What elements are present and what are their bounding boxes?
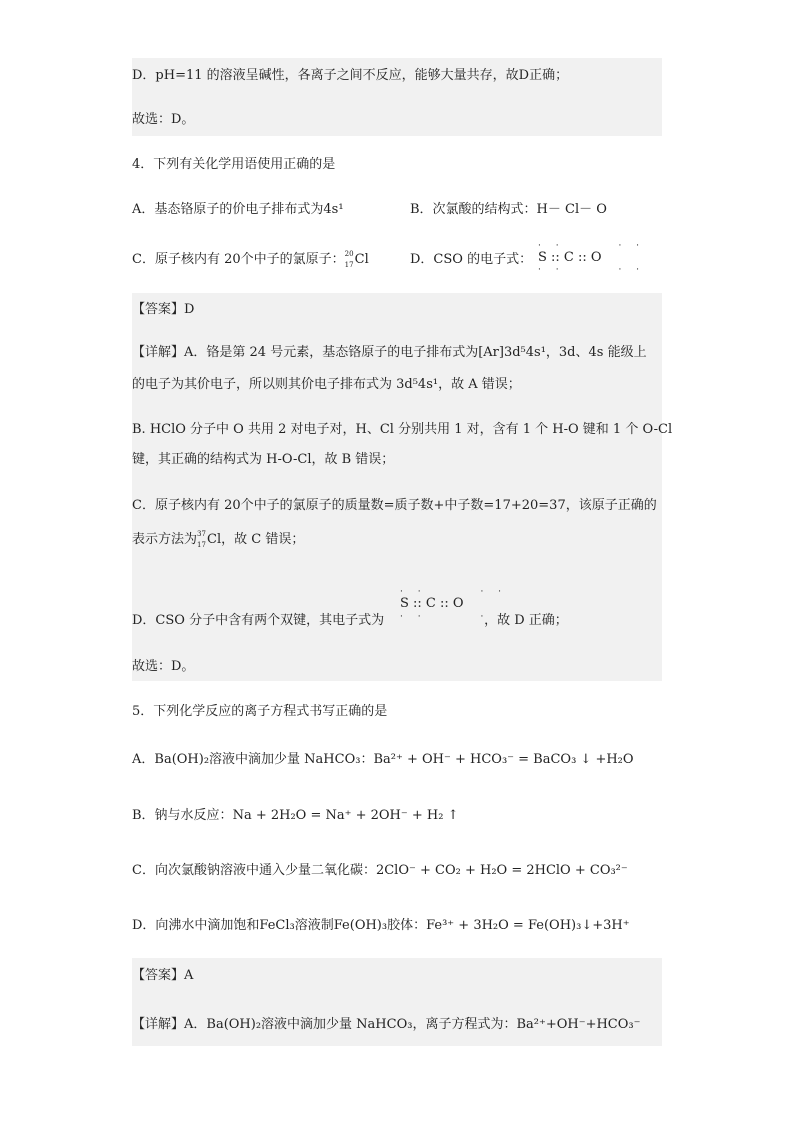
element-symbol: Cl: [354, 252, 369, 267]
q4-detail-7: D．CSO 分子中含有两个双键，其电子式为 ，故 D 正确；: [132, 613, 568, 628]
q4-answer: 【答案】D: [132, 302, 195, 317]
q5-option-d: D．向沸水中滴加饱和FeCl₃溶液制Fe(OH)₃胶体：Fe³⁺ + 3H₂O = Fe(OH)₃↓+3H⁺: [132, 918, 630, 933]
q4-option-c: [132, 250, 369, 270]
q5-stem: 5．下列化学反应的离子方程式书写正确的是: [132, 704, 388, 719]
q4-detail-4: 键，其正确的结构式为 H-O-Cl，故 B 错误；: [132, 452, 395, 467]
q4-option-d-formula: S :: C :: O: [538, 250, 602, 265]
q4-option-b: B．次氯酸的结构式：H－ Cl－ O: [410, 202, 607, 217]
detail-electron-dots-top: · · · ·: [400, 587, 508, 597]
q5-option-a: A．Ba(OH)₂溶液中滴加少量 NaHCO₃：Ba²⁺ + OH⁻ + HCO₃⁻ = BaCO₃ ↓ +H₂O: [132, 752, 634, 767]
q4-detail-5: C．原子核内有 20个中子的氯原子的质量数=质子数+中子数=17+20=37，该原子正确的: [132, 498, 657, 513]
q4-detail-2: 的电子为其价电子，所以则其价电子排布式为 3d⁵4s¹，故 A 错误；: [132, 377, 521, 392]
electron-dots-top: · · · ·: [538, 241, 646, 251]
atomic-number-17: 17: [197, 541, 206, 549]
q4-detail-1: 【详解】A．铬是第 24 号元素，基态铬原子的电子排布式为[Ar]3d⁵4s¹，3d、4s 能级上: [132, 345, 647, 360]
q4-selection: 故选：D。: [132, 659, 195, 674]
mass-number: 20: [344, 250, 354, 258]
q4-option-d-label: D．CSO 的电子式：: [410, 252, 533, 267]
q4-option-a: A．基态铬原子的价电子排布式为4s¹: [132, 202, 344, 217]
q5-option-c: C．向次氯酸钠溶液中通入少量二氧化碳：2ClO⁻ + CO₂ + H₂O = 2HClO + CO₃²⁻: [132, 863, 628, 878]
detail-electron-dots-bottom: · · · ·: [400, 612, 508, 622]
q5-answer: 【答案】A: [132, 968, 194, 983]
electron-dots-bottom: · · · ·: [538, 265, 646, 275]
q4-detail-3: B. HClO 分子中 O 共用 2 对电子对，H、Cl 分别共用 1 对，含有 1 个 H-O 键和 1 个 O-Cl: [132, 422, 673, 437]
prev-selection: 故选：D。: [132, 112, 195, 127]
detail-electron-formula: S :: C :: O: [400, 596, 464, 611]
q5-option-c-equation: 2ClO⁻ + CO₂ + H₂O = 2HClO + CO₃²⁻: [375, 863, 628, 878]
mass-number-37: 37: [197, 530, 206, 538]
q5-option-d-equation: Fe³⁺ + 3H₂O = Fe(OH)₃↓+3H⁺: [426, 918, 630, 933]
atomic-number: 17: [344, 261, 354, 269]
q5-detail-1: 【详解】A．Ba(OH)₂溶液中滴加少量 NaHCO₃，离子方程式为：Ba²⁺+OH⁻+HCO₃⁻: [132, 1017, 641, 1032]
prev-option-d-explanation: D．pH=11 的溶液呈碱性，各离子之间不反应，能够大量共存，故D正确；: [132, 68, 569, 83]
q4-stem: 4．下列有关化学用语使用正确的是: [132, 157, 336, 172]
q4-option-c-label: C．原子核内有 20个中子的氯原子：: [132, 252, 345, 267]
q4-detail-6: 表示方法为 37 17 Cl，故 C 错误；: [132, 530, 305, 549]
q5-option-b: B．钠与水反应：Na + 2H₂O = Na⁺ + 2OH⁻ + H₂ ↑: [132, 808, 459, 823]
q5-option-b-equation: Na + 2H₂O = Na⁺ + 2OH⁻ + H₂ ↑: [232, 808, 459, 823]
q5-option-a-equation: Ba²⁺ + OH⁻ + HCO₃⁻ = BaCO₃ ↓ +H₂O: [373, 752, 634, 767]
